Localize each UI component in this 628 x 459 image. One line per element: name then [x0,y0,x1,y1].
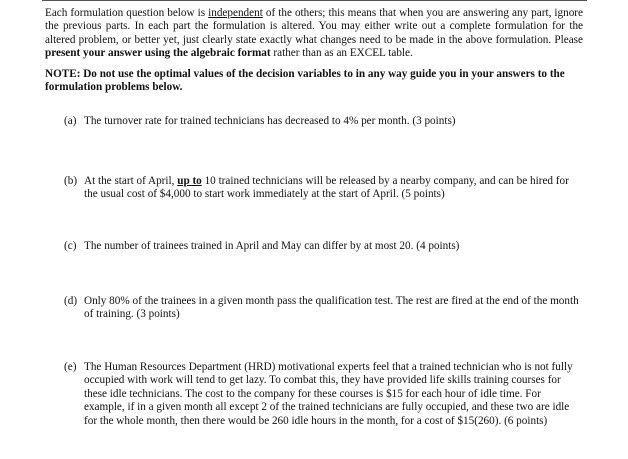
question-e-text: The Human Resources Department (HRD) motivational experts feel that a trained technician who is not fully occupied with work will tend to get lazy. To combat this, they have provided life skills training courses for these idle technicians. The cost to the company for these courses is $15 for each hour of idle time. For example, if in a given month all except 2 of the trained technicians are fully occupied, and these two are idle for the whole month, then there would be 260 idle hours in the month, for a cost of $15(260). (6 points) [84,361,573,427]
question-b [64,175,584,202]
question-d-text: Only 80% of the trainees in a given month pass the qualification test. The rest are fired at the end of the month of training. (3 points) [84,295,579,321]
question-d [64,295,584,322]
note-paragraph: NOTE: Do not use the optimal values of the decision variables to in any way guide you in your answers to the formulation problems below. [45,68,565,94]
question-c [64,240,584,253]
question-b-up-to: up to [177,175,202,187]
intro-text-3: rather than as an EXCEL table. [270,47,413,60]
question-e [64,361,584,428]
question-b-label: (b) [64,175,78,187]
question-a-label: (a) [64,115,77,127]
top-rule [42,0,587,1]
intro-independent: independent [208,7,263,19]
question-b-body [84,175,584,202]
question-b-text-pre: At the start of April, [84,175,178,187]
intro-text-1: Each formulation question below is [45,7,209,19]
question-a [64,115,584,128]
question-a-text: The turnover rate for trained technicians has decreased to 4% per month. (3 points) [84,115,456,127]
question-e-label: (e) [64,361,77,373]
question-b-text-post: 10 trained technicians will be released by a nearby company, and can be hired for the usual cost of $4,000 to start work immediately at the start of April. (5 points) [84,175,569,201]
intro-paragraph [45,7,583,61]
question-c-text: The number of trainees trained in April and May can differ by at most 20. (4 points) [84,240,460,252]
question-c-label: (c) [64,240,77,252]
intro-bold-instruction: present your answer using the algebraic format [45,47,271,60]
intro-text-2: of the others; this means that when you are answering any part, ignore the previous parts. In each part the formulation is altered. You may either write out a complete formulation for the altered problem, or better yet, just clearly state exactly what changes need to be made in the above formulation. Please [45,7,584,46]
question-d-label: (d) [64,295,78,307]
